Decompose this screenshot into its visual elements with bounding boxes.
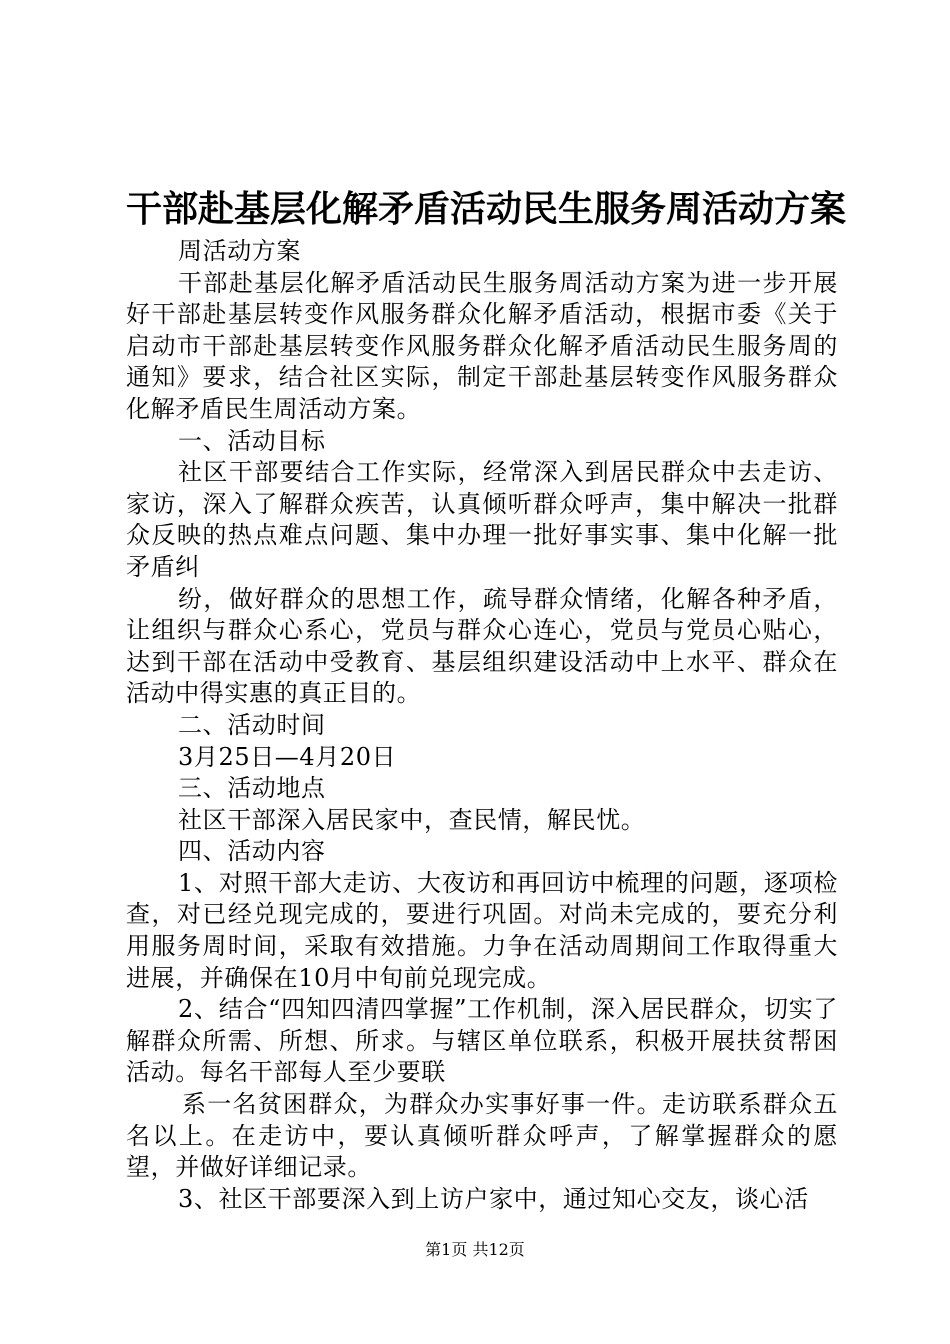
section-heading: 一、活动目标 bbox=[178, 426, 326, 455]
paragraph: 3月25日—4月20日 bbox=[178, 742, 397, 771]
paragraph: 干部赴基层化解矛盾活动民生服务周活动方案为进一步开展好干部赴基层转变作风服务群众化解矛盾活动，根据市委《关于启动市干部赴基层转变作风服务群众化解矛盾活动民生服务周的通知》要求，结合社区实际，制定干部赴基层转变作风服务群众化解矛盾民生周活动方案。 bbox=[126, 268, 838, 423]
paragraph: 纷，做好群众的思想工作，疏导群众情绪，化解各种矛盾，让组织与群众心系心，党员与群众心连心，党员与党员心贴心，达到干部在活动中受教育、基层组织建设活动中上水平、群众在活动中得实惠的真正目的。 bbox=[126, 584, 838, 708]
paragraph: 社区干部要结合工作实际，经常深入到居民群众中去走访、家访，深入了解群众疾苦，认真倾听群众呼声，集中解决一批群众反映的热点难点问题、集中办理一批好事实事、集中化解一批矛盾纠 bbox=[126, 458, 838, 581]
page-footer: 第1页 共12页 bbox=[425, 1240, 525, 1259]
paragraph: 3、社区干部要深入到上访户家中，通过知心交友，谈心活 bbox=[178, 1184, 809, 1213]
document-body bbox=[126, 236, 838, 1215]
paragraph: 周活动方案 bbox=[178, 237, 301, 265]
paragraph: 1、对照干部大走访、大夜访和再回访中梳理的问题，逐项检查，对已经兑现完成的，要进行巩固。对尚未完成的，要充分利用服务周时间，采取有效措施。力争在活动周期间工作取得重大进展，并确保在10月中旬前兑现完成。 bbox=[126, 868, 838, 992]
section-heading: 三、活动地点 bbox=[178, 774, 326, 803]
section-heading: 二、活动时间 bbox=[178, 710, 326, 739]
section-heading: 四、活动内容 bbox=[178, 837, 326, 866]
paragraph: 系一名贫困群众，为群众办实事好事一件。走访联系群众五名以上。在走访中，要认真倾听群众呼声，了解掌握群众的愿望，并做好详细记录。 bbox=[126, 1090, 838, 1182]
paragraph: 社区干部深入居民家中，查民情，解民忧。 bbox=[178, 805, 646, 834]
paragraph: 2、结合“四知四清四掌握”工作机制，深入居民群众，切实了解群众所需、所想、所求。与辖区单位联系，积极开展扶贫帮困活动。每名干部每人至少要联 bbox=[126, 995, 838, 1087]
document-title: 干部赴基层化解矛盾活动民生服务周活动方案 bbox=[126, 188, 847, 230]
